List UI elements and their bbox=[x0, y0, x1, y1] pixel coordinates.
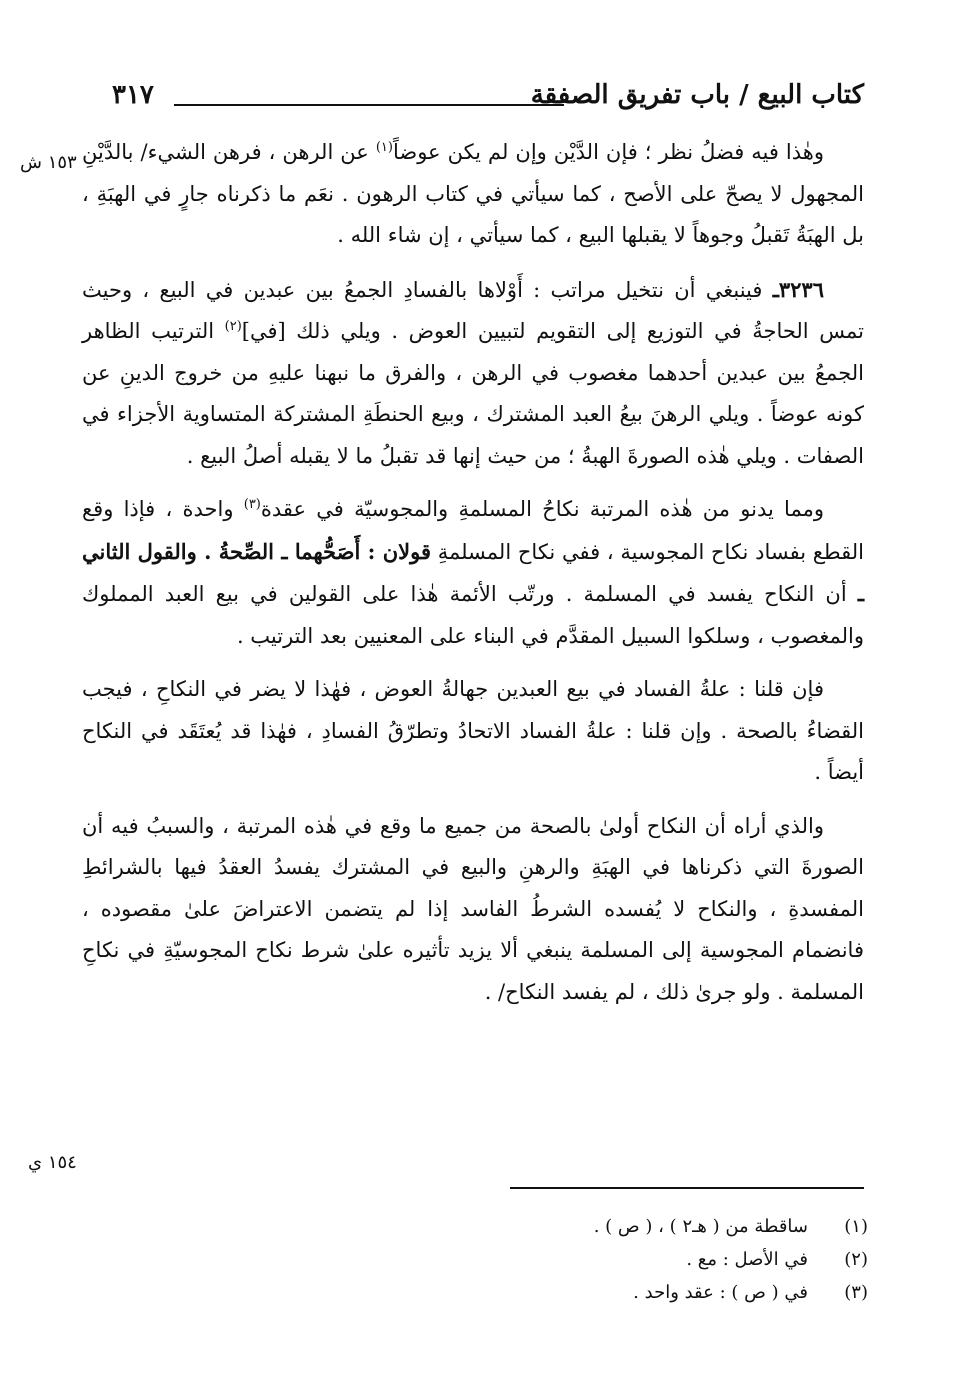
page-number: ٣١٧ bbox=[112, 80, 154, 110]
footnote-2 bbox=[300, 1243, 868, 1276]
paragraph-3-text-c: أن النكاح يفسد في المسلمة . ورتّب الأئمة هٰذا على القولين في بيع العبد المملوك والمغصوب ، وسلكوا السبيل المقدَّم في البناء على المعنيين بعد الترتيب . bbox=[82, 582, 864, 648]
footnote-rule bbox=[510, 1187, 864, 1189]
paragraph-2 bbox=[82, 269, 864, 478]
body-text bbox=[82, 132, 864, 1025]
footnote-3-number: (٣) bbox=[844, 1282, 868, 1303]
paragraph-5: والذي أراه أن النكاح أولىٰ بالصحة من جميع ما وقع في هٰذه المرتبة ، والسببُ فيه أن الصورةَ التي ذكرناها في الهبَةِ والرهنِ والبيع في المشترك يفسدُ العقدُ فيها بالشرائطِ المفسدةِ ، والنكاح لا يُفسده الشرطُ الفاسد إذا لم يتضمن الاعتراضَ علىٰ مقصوده ، فانضمام المجوسية إلى المسلمة ينبغي ألا يزيد تأثيره علىٰ شرط نكاح المجوسيّةِ في نكاحِ المسلمة . ولو جرىٰ ذلك ، لم يفسد النكاح/ . bbox=[82, 813, 864, 1004]
footnote-2-text: في الأصل : مع . bbox=[686, 1249, 808, 1270]
running-header bbox=[112, 78, 864, 118]
footnote-ref-1: (١) bbox=[375, 140, 393, 155]
paragraph-4: فإن قلنا : علةُ الفساد في بيع العبدين جهالةُ العوض ، فهٰذا لا يضر في النكاحِ ، فيجب القضاءُ بالصحة . وإن قلنا : علةُ الفساد الاتحادُ وتطرّقُ الفسادِ ، فهٰذا قد يُعتَقَد في النكاح أيضاً . bbox=[82, 677, 864, 784]
footnotes bbox=[300, 1210, 868, 1309]
footnote-1-number: (١) bbox=[844, 1216, 868, 1237]
paragraph-3-text-b: واحدة ، فإذا وقع القطع بفساد نكاح المجوسية ، ففي نكاح المسلمةِ bbox=[82, 497, 865, 564]
paragraph-2-text-b: الترتيب الظاهر الجمعُ بين عبدين أحدهما مغصوب في الرهن ، والفرق ما نبهنا عليهِ من خروج الدينِ عن كونه عوضاً . ويلي الرهنَ بيعُ العبد المشترك ، وبيع الحنطَةِ المشتركة المتساوية الأجزاء في الصفات . ويلي هٰذه الصورةَ الهبةُ ؛ من حيث إنها قد تقبلُ ما لا يقبله أصلُ البيع . bbox=[82, 319, 864, 468]
margin-note-bottom: ١٥٤ ي bbox=[28, 1152, 77, 1173]
section-number: ٣٢٣٦ـ bbox=[772, 276, 824, 302]
paragraph-1 bbox=[82, 132, 864, 257]
paragraph-3 bbox=[82, 489, 864, 657]
margin-note-top: ١٥٣ ش bbox=[20, 152, 77, 173]
paragraph-3-text-a: ومما يدنو من هٰذه المرتبة نكاحُ المسلمةِ والمجوسيّة في عقدة bbox=[260, 497, 824, 521]
footnote-ref-3: (٣) bbox=[243, 497, 261, 512]
footnote-3 bbox=[300, 1276, 868, 1309]
header-rule bbox=[174, 104, 564, 106]
footnote-2-number: (٢) bbox=[844, 1249, 868, 1270]
paragraph-1-text-a: وهٰذا فيه فضلُ نظر ؛ فإن الدَّيْن وإن لم يكن عوضاً bbox=[392, 140, 824, 164]
paragraph-3-bold: قولان : أَصَحُّهما ـ الصِّحةُ . والقول الثاني ـ bbox=[82, 538, 864, 606]
header-title: كتاب البيع / باب تفريق الصفقة bbox=[530, 80, 864, 110]
paragraph-2-text-a: فينبغي أن نتخيل مراتب : أَوْلاها بالفسادِ الجمعُ بين عبدين في البيع ، وحيث تمس الحاجةُ في التوزيع إلى التقويم لتبيين العوض . ويلي ذلك [في] bbox=[82, 277, 864, 343]
footnote-ref-2: (٢) bbox=[224, 319, 242, 334]
footnote-1 bbox=[300, 1210, 868, 1243]
footnote-1-text: ساقطة من ( هـ٢ ) ، ( ص ) . bbox=[593, 1216, 808, 1237]
paragraph-1-text-b: عن الرهن ، فرهن الشيء/ بالدَّيْنِ المجهول لا يصحّ على الأصح ، كما سيأتي في كتاب الرهون . نعَم ما ذكرناه جارٍ في الهبَةِ ، بل الهبَةُ تَقبلُ وجوهاً لا يقبلها البيع ، كما سيأتي ، إن شاء الله . bbox=[82, 140, 864, 247]
footnote-3-text: في ( ص ) : عقد واحد . bbox=[633, 1282, 808, 1303]
